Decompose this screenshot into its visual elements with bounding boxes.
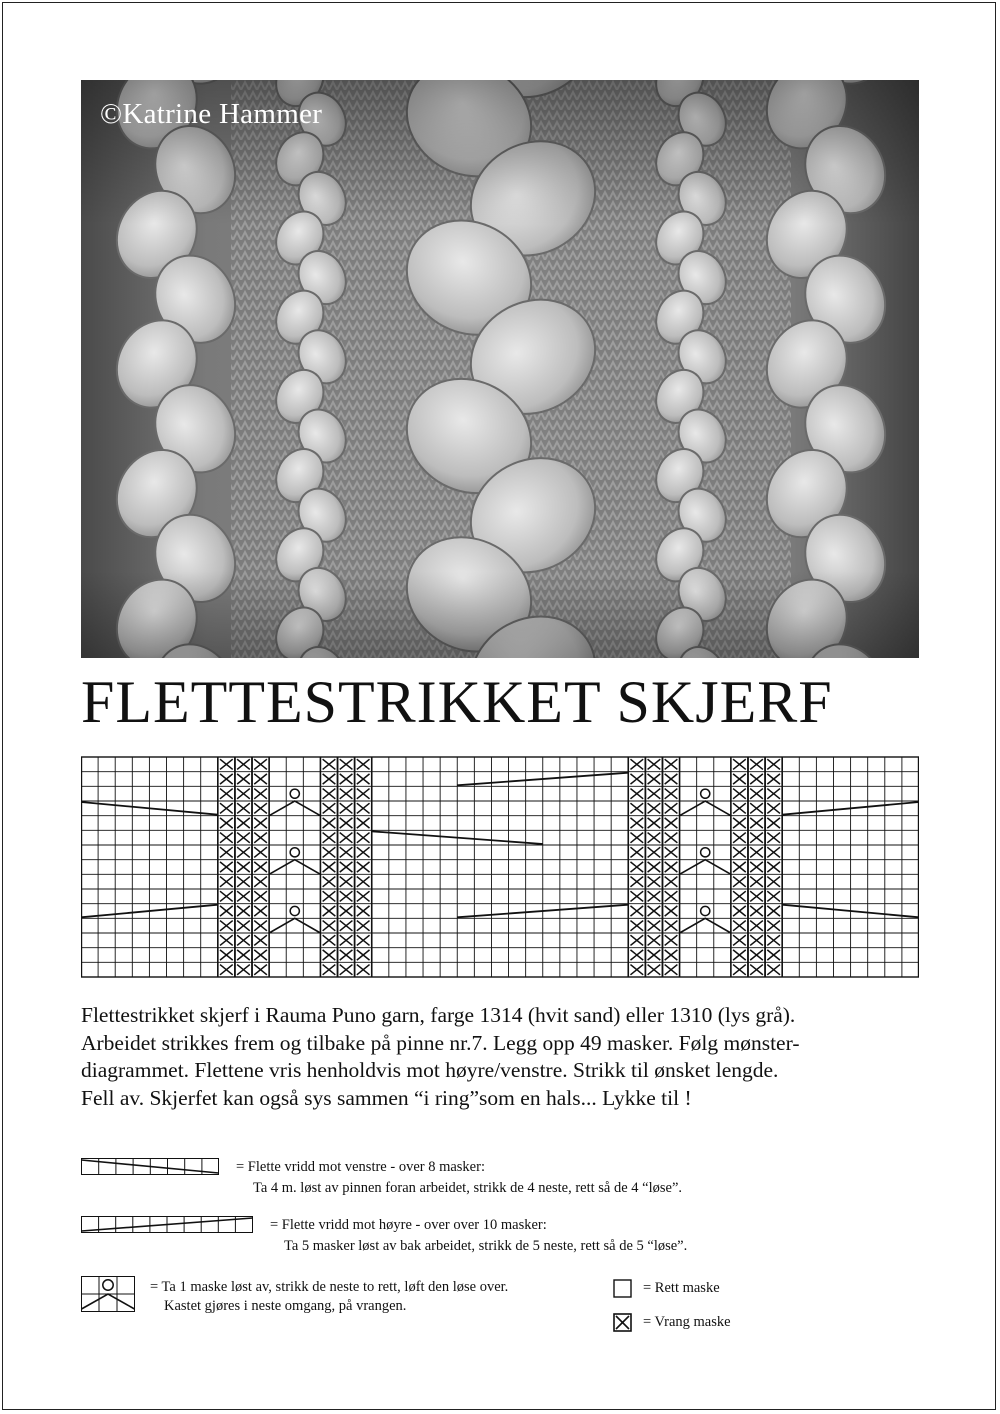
knitting-photo (81, 80, 919, 658)
legend-eyelet-detail: Kastet gjøres i neste omgang, på vrangen. (164, 1298, 407, 1314)
legend-right-cable-title: = Flette vridd mot høyre - over over 10 masker: (270, 1217, 547, 1233)
right-cable-symbol-icon (81, 1216, 255, 1234)
chart-grid (81, 757, 919, 977)
eyelet-symbol-icon (81, 1276, 137, 1314)
eyelet-circle (701, 848, 710, 857)
knitting-chart (81, 756, 919, 978)
description-line: Fell av. Skjerfet kan også sys sammen “i ring”som en hals... Lykke til ! (81, 1085, 692, 1110)
legend-left-cable-detail: Ta 4 m. løst av pinnen foran arbeidet, strikk de 4 neste, rett så de 4 “løse”. (253, 1180, 683, 1196)
description-line: diagrammet. Flettene vris henholdvis mot høyre/venstre. Strikk til ønsket lengde. (81, 1058, 779, 1082)
pattern-description (81, 1002, 931, 1112)
eyelet-circle (701, 789, 710, 798)
description-line: Flettestrikket skjerf i Rauma Puno garn, farge 1314 (hvit sand) eller 1310 (lys grå). (81, 1003, 796, 1027)
legend-knit-label: = Rett maske (643, 1280, 720, 1296)
purl-stitch-icon (613, 1313, 633, 1333)
eyelet-circle (290, 848, 299, 857)
legend-left-cable-title: = Flette vridd mot venstre - over 8 masker: (236, 1159, 485, 1175)
knit-stitch-icon (613, 1279, 633, 1299)
eyelet-circle (290, 906, 299, 915)
left-cable-symbol-icon (81, 1158, 221, 1176)
chart-border (82, 757, 919, 977)
legend-right-cable-detail: Ta 5 masker løst av bak arbeidet, strikk de 5 neste, rett så de 5 “løse”. (284, 1238, 688, 1254)
knitting-photo-illustration (81, 80, 919, 658)
eyelet-circle (701, 906, 710, 915)
page-title: FLETTESTRIKKET SKJERF (81, 669, 833, 735)
description-line: Arbeidet strikkes frem og tilbake på pinne nr.7. Legg opp 49 masker. Følg mønster- (81, 1030, 800, 1055)
photo-credit: ©Katrine Hammer (100, 98, 323, 130)
eyelet-circle (290, 789, 299, 798)
legend-eyelet-title: = Ta 1 maske løst av, strikk de neste to rett, løft den løse over. (150, 1279, 509, 1295)
legend-purl-label: = Vrang maske (643, 1314, 731, 1330)
